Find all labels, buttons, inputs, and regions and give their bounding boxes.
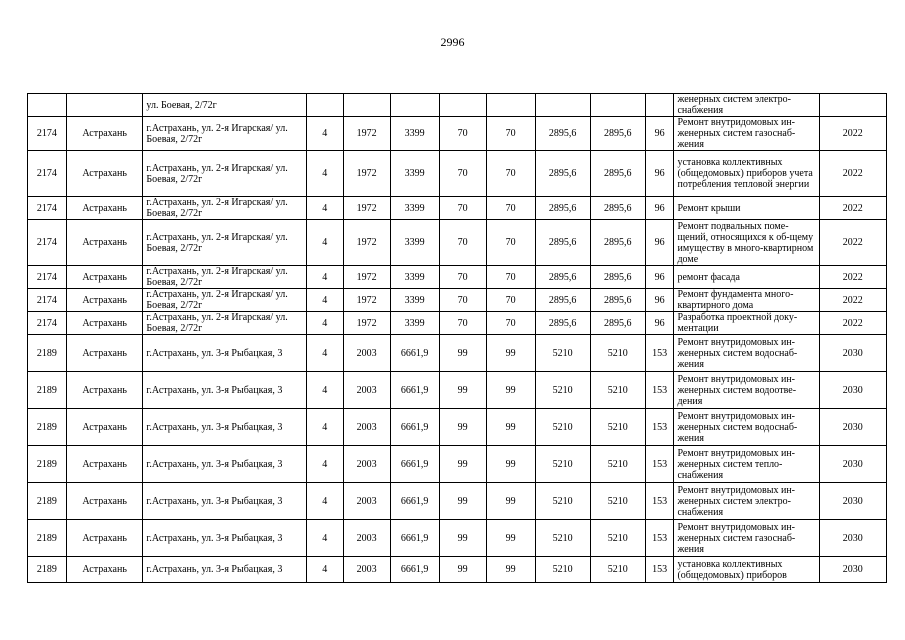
cell-plan-year: 2030 xyxy=(819,372,887,409)
cell-address: г.Астрахань, ул. 2-я Игарская/ ул. Боевая, 2/72г xyxy=(143,266,306,289)
cell-apartments: 70 xyxy=(439,117,486,151)
cell-plan-year: 2022 xyxy=(819,220,887,266)
cell-total-area: 3399 xyxy=(390,266,439,289)
cell-work-type: Ремонт внутридомовых ин-женерных систем газоснаб-жения xyxy=(674,117,819,151)
cell-area-1: 2895,6 xyxy=(535,151,590,197)
cell-year-built: 2003 xyxy=(343,557,390,583)
cell-total-area xyxy=(390,94,439,117)
cell-city: Астрахань xyxy=(66,446,143,483)
cell-city: Астрахань xyxy=(66,312,143,335)
cell-house-id: 2189 xyxy=(28,335,67,372)
cell-city: Астрахань xyxy=(66,372,143,409)
cell-floors: 4 xyxy=(306,289,343,312)
cell-year-built: 2003 xyxy=(343,409,390,446)
cell-residential-premises: 99 xyxy=(486,372,535,409)
cell-residential-premises xyxy=(486,94,535,117)
cell-year-built: 1972 xyxy=(343,312,390,335)
cell-residential-premises: 99 xyxy=(486,520,535,557)
cell-area-2: 5210 xyxy=(590,335,645,372)
cell-address: г.Астрахань, ул. 2-я Игарская/ ул. Боевая, 2/72г xyxy=(143,289,306,312)
cell-area-1: 2895,6 xyxy=(535,197,590,220)
cell-house-id: 2189 xyxy=(28,483,67,520)
cell-residential-premises: 70 xyxy=(486,289,535,312)
cell-residents: 96 xyxy=(645,289,674,312)
cell-plan-year: 2022 xyxy=(819,117,887,151)
cell-city: Астрахань xyxy=(66,289,143,312)
cell-floors xyxy=(306,94,343,117)
cell-total-area: 3399 xyxy=(390,117,439,151)
cell-address: г.Астрахань, ул. 3-я Рыбацкая, 3 xyxy=(143,409,306,446)
table-row xyxy=(28,335,887,372)
table-row xyxy=(28,94,887,117)
cell-area-2 xyxy=(590,94,645,117)
cell-house-id: 2174 xyxy=(28,266,67,289)
cell-house-id: 2174 xyxy=(28,197,67,220)
cell-area-2: 5210 xyxy=(590,446,645,483)
cell-floors: 4 xyxy=(306,372,343,409)
cell-year-built: 1972 xyxy=(343,117,390,151)
cell-area-1: 2895,6 xyxy=(535,266,590,289)
table-row xyxy=(28,372,887,409)
cell-area-1: 5210 xyxy=(535,557,590,583)
cell-house-id: 2174 xyxy=(28,220,67,266)
cell-year-built xyxy=(343,94,390,117)
cell-residential-premises: 70 xyxy=(486,197,535,220)
cell-area-1: 5210 xyxy=(535,520,590,557)
cell-city: Астрахань xyxy=(66,557,143,583)
cell-plan-year: 2022 xyxy=(819,289,887,312)
cell-total-area: 6661,9 xyxy=(390,372,439,409)
cell-floors: 4 xyxy=(306,312,343,335)
cell-work-type: женерных систем электро-снабжения xyxy=(674,94,819,117)
cell-area-1: 5210 xyxy=(535,372,590,409)
cell-residents: 96 xyxy=(645,266,674,289)
cell-area-1: 5210 xyxy=(535,335,590,372)
cell-house-id xyxy=(28,94,67,117)
cell-apartments: 70 xyxy=(439,220,486,266)
cell-plan-year: 2022 xyxy=(819,151,887,197)
cell-year-built: 1972 xyxy=(343,151,390,197)
cell-city: Астрахань xyxy=(66,197,143,220)
cell-work-type: Ремонт крыши xyxy=(674,197,819,220)
cell-total-area: 3399 xyxy=(390,289,439,312)
cell-residential-premises: 99 xyxy=(486,557,535,583)
cell-plan-year: 2030 xyxy=(819,483,887,520)
cell-apartments: 70 xyxy=(439,197,486,220)
cell-area-2: 2895,6 xyxy=(590,117,645,151)
cell-area-1: 5210 xyxy=(535,446,590,483)
cell-residents: 153 xyxy=(645,557,674,583)
table-row xyxy=(28,220,887,266)
cell-plan-year: 2022 xyxy=(819,312,887,335)
cell-area-2: 5210 xyxy=(590,557,645,583)
cell-address: г.Астрахань, ул. 3-я Рыбацкая, 3 xyxy=(143,372,306,409)
table-row xyxy=(28,409,887,446)
cell-work-type: ремонт фасада xyxy=(674,266,819,289)
cell-residents: 96 xyxy=(645,220,674,266)
cell-residents: 96 xyxy=(645,312,674,335)
cell-area-1 xyxy=(535,94,590,117)
cell-residents xyxy=(645,94,674,117)
cell-plan-year: 2022 xyxy=(819,197,887,220)
cell-work-type: Ремонт внутридомовых ин-женерных систем электро-снабжения xyxy=(674,483,819,520)
cell-residents: 153 xyxy=(645,520,674,557)
cell-year-built: 2003 xyxy=(343,335,390,372)
cell-floors: 4 xyxy=(306,197,343,220)
cell-city: Астрахань xyxy=(66,220,143,266)
cell-total-area: 6661,9 xyxy=(390,483,439,520)
cell-area-1: 2895,6 xyxy=(535,220,590,266)
cell-plan-year: 2030 xyxy=(819,557,887,583)
cell-total-area: 3399 xyxy=(390,197,439,220)
cell-residential-premises: 99 xyxy=(486,409,535,446)
cell-address: г.Астрахань, ул. 3-я Рыбацкая, 3 xyxy=(143,557,306,583)
cell-plan-year: 2030 xyxy=(819,446,887,483)
cell-plan-year: 2022 xyxy=(819,266,887,289)
cell-floors: 4 xyxy=(306,117,343,151)
table-row xyxy=(28,266,887,289)
cell-area-2: 5210 xyxy=(590,372,645,409)
cell-residential-premises: 70 xyxy=(486,151,535,197)
cell-house-id: 2189 xyxy=(28,557,67,583)
cell-work-type: Ремонт фундамента много-квартирного дома xyxy=(674,289,819,312)
cell-house-id: 2174 xyxy=(28,117,67,151)
cell-floors: 4 xyxy=(306,557,343,583)
cell-residential-premises: 70 xyxy=(486,117,535,151)
cell-area-2: 2895,6 xyxy=(590,289,645,312)
table-row xyxy=(28,483,887,520)
cell-residential-premises: 70 xyxy=(486,220,535,266)
cell-floors: 4 xyxy=(306,151,343,197)
cell-area-2: 2895,6 xyxy=(590,266,645,289)
table-row xyxy=(28,197,887,220)
table-body xyxy=(28,94,887,583)
cell-apartments: 99 xyxy=(439,557,486,583)
cell-floors: 4 xyxy=(306,409,343,446)
cell-address: г.Астрахань, ул. 2-я Игарская/ ул. Боевая, 2/72г xyxy=(143,197,306,220)
cell-work-type: Разработка проектной доку-ментации xyxy=(674,312,819,335)
table-row xyxy=(28,151,887,197)
cell-work-type: Ремонт внутридомовых ин-женерных систем газоснаб-жения xyxy=(674,520,819,557)
cell-area-1: 2895,6 xyxy=(535,289,590,312)
cell-year-built: 1972 xyxy=(343,220,390,266)
cell-city: Астрахань xyxy=(66,483,143,520)
cell-apartments: 99 xyxy=(439,335,486,372)
cell-apartments xyxy=(439,94,486,117)
cell-apartments: 70 xyxy=(439,289,486,312)
cell-address: г.Астрахань, ул. 2-я Игарская/ ул. Боевая, 2/72г xyxy=(143,151,306,197)
cell-residents: 153 xyxy=(645,372,674,409)
cell-year-built: 2003 xyxy=(343,483,390,520)
cell-year-built: 1972 xyxy=(343,266,390,289)
cell-city xyxy=(66,94,143,117)
cell-floors: 4 xyxy=(306,446,343,483)
cell-plan-year: 2030 xyxy=(819,335,887,372)
cell-total-area: 3399 xyxy=(390,151,439,197)
cell-total-area: 6661,9 xyxy=(390,446,439,483)
cell-total-area: 6661,9 xyxy=(390,557,439,583)
cell-house-id: 2189 xyxy=(28,372,67,409)
cell-total-area: 6661,9 xyxy=(390,409,439,446)
cell-residential-premises: 70 xyxy=(486,266,535,289)
cell-total-area: 3399 xyxy=(390,312,439,335)
cell-area-2: 2895,6 xyxy=(590,197,645,220)
cell-residents: 96 xyxy=(645,117,674,151)
cell-floors: 4 xyxy=(306,266,343,289)
cell-floors: 4 xyxy=(306,220,343,266)
cell-year-built: 1972 xyxy=(343,197,390,220)
cell-area-1: 5210 xyxy=(535,409,590,446)
cell-residents: 96 xyxy=(645,151,674,197)
table-row xyxy=(28,446,887,483)
cell-house-id: 2174 xyxy=(28,151,67,197)
table-row xyxy=(28,289,887,312)
cell-apartments: 70 xyxy=(439,312,486,335)
page-number: 2996 xyxy=(440,35,465,49)
cell-residential-premises: 70 xyxy=(486,312,535,335)
cell-work-type: Ремонт внутридомовых ин-женерных систем водоснаб-жения xyxy=(674,409,819,446)
cell-year-built: 2003 xyxy=(343,372,390,409)
cell-area-2: 5210 xyxy=(590,483,645,520)
cell-total-area: 6661,9 xyxy=(390,520,439,557)
cell-floors: 4 xyxy=(306,335,343,372)
table-row xyxy=(28,520,887,557)
cell-area-2: 5210 xyxy=(590,520,645,557)
cell-total-area: 6661,9 xyxy=(390,335,439,372)
cell-area-1: 2895,6 xyxy=(535,117,590,151)
cell-city: Астрахань xyxy=(66,520,143,557)
cell-area-1: 5210 xyxy=(535,483,590,520)
cell-address: г.Астрахань, ул. 2-я Игарская/ ул. Боевая, 2/72г xyxy=(143,312,306,335)
cell-residential-premises: 99 xyxy=(486,483,535,520)
cell-house-id: 2189 xyxy=(28,520,67,557)
cell-plan-year: 2030 xyxy=(819,409,887,446)
cell-address: ул. Боевая, 2/72г xyxy=(143,94,306,117)
repair-register-table xyxy=(27,93,887,583)
cell-address: г.Астрахань, ул. 2-я Игарская/ ул. Боевая, 2/72г xyxy=(143,220,306,266)
cell-address: г.Астрахань, ул. 3-я Рыбацкая, 3 xyxy=(143,483,306,520)
cell-work-type: Ремонт внутридомовых ин-женерных систем водоотве-дения xyxy=(674,372,819,409)
cell-residents: 153 xyxy=(645,483,674,520)
cell-address: г.Астрахань, ул. 3-я Рыбацкая, 3 xyxy=(143,446,306,483)
cell-year-built: 1972 xyxy=(343,289,390,312)
cell-plan-year: 2030 xyxy=(819,520,887,557)
cell-address: г.Астрахань, ул. 3-я Рыбацкая, 3 xyxy=(143,335,306,372)
cell-year-built: 2003 xyxy=(343,446,390,483)
cell-city: Астрахань xyxy=(66,117,143,151)
cell-year-built: 2003 xyxy=(343,520,390,557)
cell-residents: 96 xyxy=(645,197,674,220)
cell-apartments: 70 xyxy=(439,151,486,197)
cell-area-2: 2895,6 xyxy=(590,151,645,197)
cell-floors: 4 xyxy=(306,520,343,557)
cell-floors: 4 xyxy=(306,483,343,520)
cell-house-id: 2189 xyxy=(28,446,67,483)
cell-residential-premises: 99 xyxy=(486,335,535,372)
cell-work-type: Ремонт внутридомовых ин-женерных систем тепло-снабжения xyxy=(674,446,819,483)
cell-area-1: 2895,6 xyxy=(535,312,590,335)
table-row xyxy=(28,117,887,151)
table-row xyxy=(28,312,887,335)
cell-city: Астрахань xyxy=(66,151,143,197)
cell-city: Астрахань xyxy=(66,409,143,446)
cell-address: г.Астрахань, ул. 3-я Рыбацкая, 3 xyxy=(143,520,306,557)
cell-apartments: 99 xyxy=(439,446,486,483)
table-row xyxy=(28,557,887,583)
cell-total-area: 3399 xyxy=(390,220,439,266)
cell-area-2: 2895,6 xyxy=(590,312,645,335)
cell-address: г.Астрахань, ул. 2-я Игарская/ ул. Боевая, 2/72г xyxy=(143,117,306,151)
cell-apartments: 99 xyxy=(439,372,486,409)
cell-apartments: 99 xyxy=(439,520,486,557)
cell-house-id: 2174 xyxy=(28,289,67,312)
cell-apartments: 99 xyxy=(439,483,486,520)
cell-plan-year xyxy=(819,94,887,117)
cell-work-type: Ремонт внутридомовых ин-женерных систем водоснаб-жения xyxy=(674,335,819,372)
cell-house-id: 2174 xyxy=(28,312,67,335)
cell-house-id: 2189 xyxy=(28,409,67,446)
cell-work-type: установка коллективных (общедомовых) приборов учета потребления тепловой энергии xyxy=(674,151,819,197)
cell-area-2: 2895,6 xyxy=(590,220,645,266)
cell-residents: 153 xyxy=(645,335,674,372)
cell-residential-premises: 99 xyxy=(486,446,535,483)
cell-work-type: установка коллективных (общедомовых) приборов xyxy=(674,557,819,583)
cell-city: Астрахань xyxy=(66,266,143,289)
cell-city: Астрахань xyxy=(66,335,143,372)
cell-apartments: 70 xyxy=(439,266,486,289)
cell-residents: 153 xyxy=(645,446,674,483)
cell-apartments: 99 xyxy=(439,409,486,446)
cell-residents: 153 xyxy=(645,409,674,446)
cell-work-type: Ремонт подвальных поме-щений, относящихся к об-щему имуществу в много-квартирном доме xyxy=(674,220,819,266)
cell-area-2: 5210 xyxy=(590,409,645,446)
